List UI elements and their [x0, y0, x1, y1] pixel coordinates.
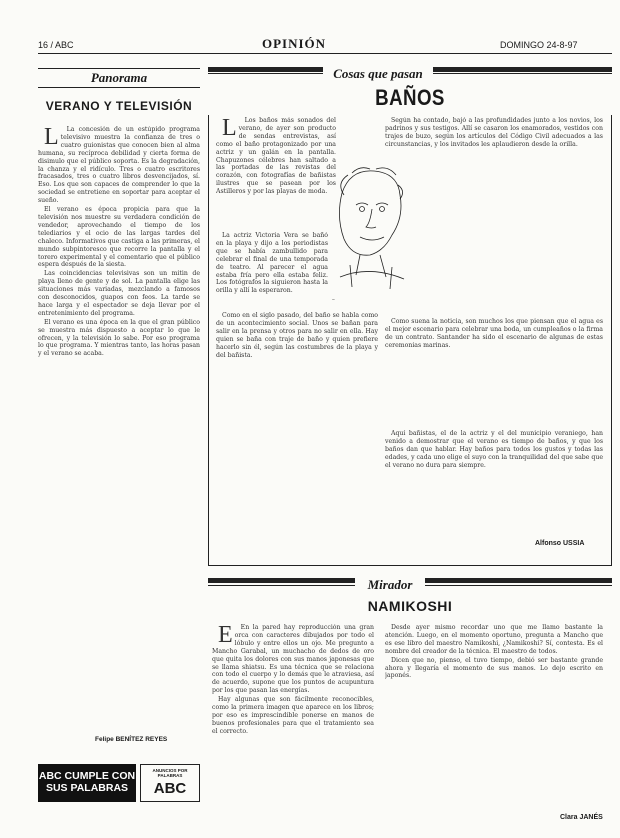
- drop-cap: L: [44, 126, 59, 150]
- page-number: 16 / ABC: [38, 40, 74, 50]
- ad-box-caption: ANUNCIOS POR PALABRAS: [152, 768, 188, 778]
- panorama-signature: Felipe BENÍTEZ REYES: [95, 736, 168, 743]
- panorama-rule-top: [38, 68, 200, 69]
- ad-line-2: SUS PALABRAS: [45, 782, 129, 794]
- panorama-paragraph: L La concesión de un estúpido programa televisivo muestra la confianza de tres o cuatro guionistas que conocen bien al alma humana, su recíproca debilidad y cierta forma de disimulo que el público soporta. Es la degradación, la chanza y el ridículo. Tres o cuatro escritores fracasados, tres o cuatro libros desvencijados, sí. Eso. Los que son capaces de comprender lo que la sociedad se entretiene en soportar para aceptar el sueño.: [38, 126, 200, 205]
- mirador-paragraph: Hay algunas que son fácilmente reconocibles, como la primera imagen que aparece en los libros; por eso es imprescindible ponerse en manos de buenos profesionales para que el tratamiento sea el correcto.: [212, 696, 374, 735]
- mirador-col-2: [385, 624, 603, 804]
- cosas-signature: Alfonso USSIA: [535, 540, 585, 547]
- cosas-paragraph: Aquí bañistas, el de la actriz y el del municipio veraniego, han venido a demostrar que el verano es tiempo de baños, y que los baños dan que hablar. Hay baños para todos los gustos y todas las edades, y cada uno elige el suyo con la tranquilidad del que sabe que el verano no dura para siempre.: [385, 430, 603, 469]
- mirador-col-1: [212, 624, 374, 804]
- cosas-paragraph: Según ha contado, bajó a las profundidades junto a los novios, los padrinos y sus testigos. Allí se casaron los enamorados, vestidos con trajes de buzo, según los artículos del Código Civil adecuados a las circunstancias, y los invitados les aplaudieron desde la orilla.: [385, 117, 603, 148]
- panorama-paragraph: Las coincidencias televisivas son un mitin de playa lleno de gente y de sol. La pantalla elige las situaciones más variadas, mezclando a famosos con desconocidos, guapos con feos. La tarde se hace larga y el espectador se deja llevar por el entretenimiento del programa.: [38, 270, 200, 317]
- section-title: OPINIÓN: [262, 36, 327, 51]
- ad-line-1: ABC CUMPLE CON: [38, 770, 136, 782]
- cosas-box-left: [208, 115, 209, 565]
- cosas-box-right: [611, 115, 612, 565]
- drop-cap: L: [222, 117, 237, 141]
- panorama-paragraph: El verano es época propicia para que la televisión nos muestre su verdadera condición de vendedor, aprovechando el tiempo de los telediarios y el ocio de las largas tardes del chaleco. Informativos que castiga a las primeras, el mundo subpintoresco que recorre la pantalla y el torero experimental y el comentario que el público espera después de la siesta.: [38, 206, 200, 269]
- panorama-headline: VERANO Y TELEVISIÓN: [45, 99, 193, 113]
- panorama-body: [38, 126, 200, 694]
- cosas-col-2-mid: [385, 318, 603, 428]
- mirador-headline: NAMIKOSHI: [367, 598, 453, 614]
- header-rule: [38, 53, 612, 54]
- mirador-rule-right: [425, 585, 612, 586]
- caricature-signature: ~: [332, 298, 335, 303]
- cosas-paragraph: Como en el siglo pasado, del baño se habla como de un acontecimiento social. Unos se bañan para salir en la prensa y otros para no salir en ella. Hay quien se baña con traje de baño y quien prefiere hacerlo sin él, según las costumbres de la playa y del bañista.: [216, 312, 378, 359]
- cosas-paragraph: L Los baños más sonados del verano, de ayer son producto de sendas entrevistas, así como el baño protagonizado por una actriz y un galán en la pantalla. Chapuzones célebres han saltado a las portadas de las revistas del corazón, con fotografías de bañistas ilustres que se pasean por los Astilleros y por las playas de moda.: [216, 117, 336, 196]
- mirador-paragraph: Desde ayer mismo recordar uno que me llamo bastante la atención. Luego, en el momento oportuno, pregunta a Mancho que es ese libro del maestro Namikoshi, ¿Namikoshi? Sí, contesta. Es el nombre del creador de la técnica. El maestro de todos.: [385, 624, 603, 655]
- ad-logo-box[interactable]: [140, 764, 200, 802]
- cosas-col-1-mid: [216, 232, 328, 312]
- panorama-paragraph: El verano es una época en la que el gran público se muestra más dispuesto a aceptar lo que le ofrecen, y la televisión lo sabe. Por eso programa lo que programa. Y mientras tanto, las horas pasan y el verano se acaba.: [38, 318, 200, 358]
- panorama-rule-bottom: [38, 87, 200, 88]
- mirador-signature: Clara JANÉS: [560, 814, 603, 821]
- cosas-col-1-top: [216, 117, 336, 232]
- ad-banner[interactable]: [38, 764, 136, 802]
- cosas-col-2-bottom: [385, 430, 603, 535]
- mirador-paragraph: E En la pared hay reproducción una gran orca con caracteres dibujados por todo el lóbulo y entre ellos un ojo. Me pregunto a Mancho Garabal, un muchacho de dedos de oro que quita los dolores con sus manos japonesas que se llama shiatsu. Es una técnica que se relaciona con todo el cuerpo y lo demás que le atraviesa, así de acuerdo, supone que los puntos de acupuntura por los que pasan las energías.: [212, 624, 374, 695]
- cosas-headline: BAÑOS: [375, 85, 445, 110]
- mirador-kicker: Mirador: [355, 577, 425, 593]
- cosas-col-2-top: [385, 117, 603, 317]
- cosas-col-1-bottom: [216, 312, 378, 552]
- cosas-kicker: Cosas que pasan: [323, 66, 433, 82]
- cosas-paragraph: La actriz Victoria Vera se bañó en la playa y dijo a los periodistas que se había zambullido para celebrar el final de una temporada de teatro. Al parecer el agua estaba fría pero ella estaba feliz. Los fotógrafos la siguieron hasta la orilla y allí la esperaron.: [216, 232, 328, 295]
- cosas-rule-left: [208, 73, 323, 74]
- drop-cap: E: [218, 624, 233, 648]
- panorama-kicker: Panorama: [90, 70, 148, 85]
- cosas-box-bottom: [208, 565, 612, 566]
- abc-logo: ABC: [153, 780, 187, 797]
- issue-date: DOMINGO 24-8-97: [500, 40, 578, 50]
- mirador-paragraph: Dicen que no, pienso, el tuvo tiempo, debió ser bastante grande ahora y llegaría el momento de sus manos. Lo dejo escrito en japonés.: [385, 656, 603, 680]
- mirador-rule-left: [208, 585, 358, 586]
- cosas-paragraph: Como suena la noticia, son muchos los que piensan que el agua es el mejor escenario para celebrar una boda, un cumpleaños o la firma de un contrato. Santander ha sido el escenario de algunas de estas ceremonias marinas.: [385, 318, 603, 349]
- cosas-rule-right: [433, 73, 612, 74]
